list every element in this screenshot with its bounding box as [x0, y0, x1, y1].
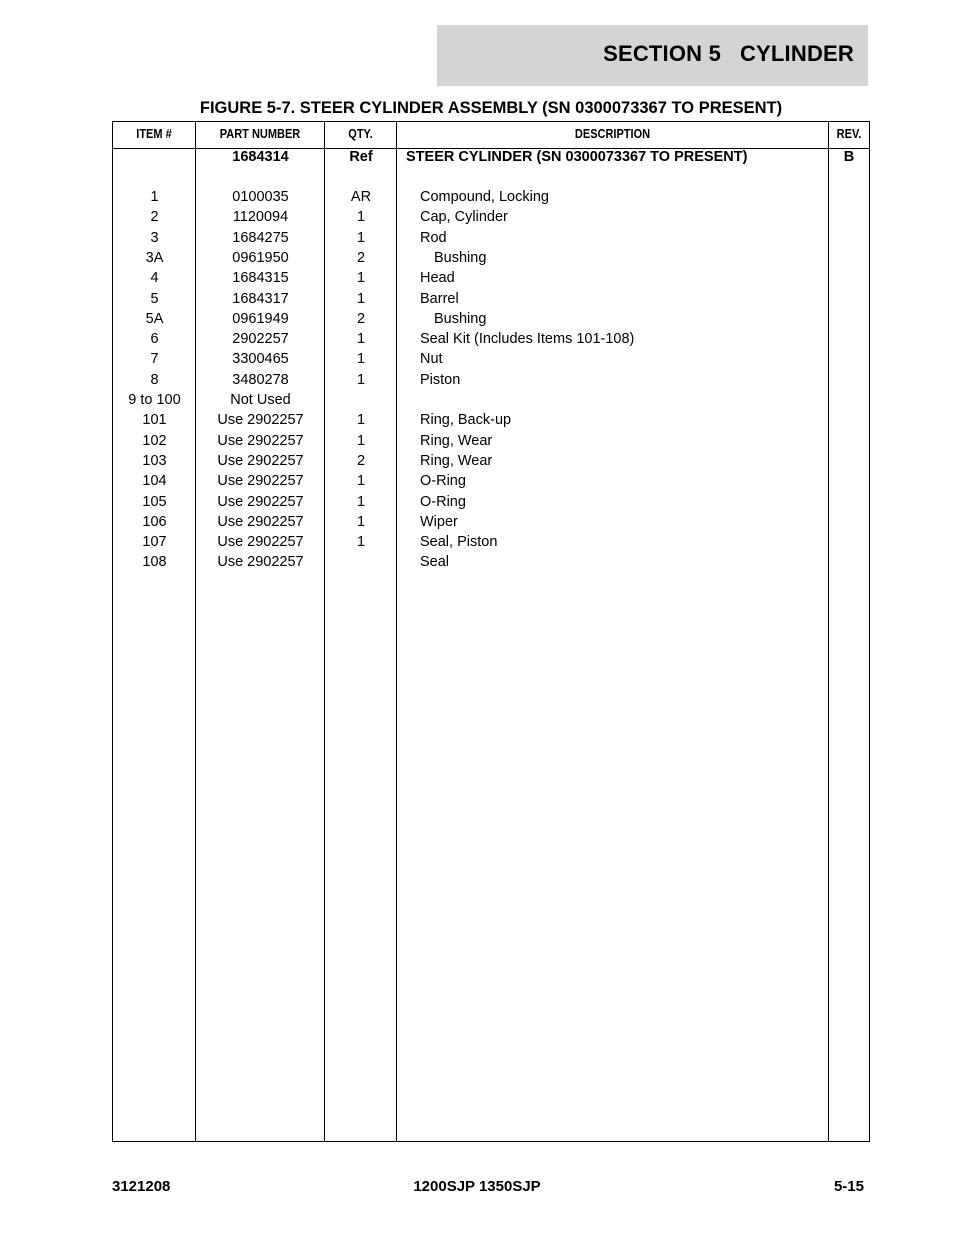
table-row [113, 188, 869, 208]
item-cell: 5 [150, 290, 159, 307]
description-cell: O-Ring [420, 493, 466, 510]
parts-table [112, 121, 870, 1142]
qty-cell: 1 [356, 351, 366, 368]
table-row [113, 391, 869, 411]
part-number-cell: Use 2902257 [217, 412, 304, 429]
part-number-cell: 0961950 [232, 249, 289, 266]
description-cell: Seal, Piston [420, 534, 498, 551]
header-qty: QTY. [348, 127, 373, 141]
qty-cell: 1 [356, 473, 366, 490]
table-row [113, 310, 869, 330]
table-row [113, 452, 869, 472]
qty-cell: 1 [356, 534, 366, 551]
item-cell: 105 [142, 493, 167, 510]
part-number-cell: Use 2902257 [217, 493, 304, 510]
table-row [113, 553, 869, 573]
description-cell: STEER CYLINDER (SN 0300073367 TO PRESENT) [406, 149, 748, 165]
part-number-cell: 3300465 [232, 351, 289, 368]
description-cell: Piston [420, 371, 461, 388]
part-number-cell: 3480278 [232, 371, 289, 388]
description-cell: Cap, Cylinder [420, 209, 508, 226]
description-cell: Compound, Locking [420, 189, 549, 205]
footer-model: 1200SJP 1350SJP [413, 1178, 541, 1195]
header-rev: REV. [836, 127, 862, 141]
part-number-cell: Use 2902257 [217, 554, 304, 571]
part-number-cell: Not Used [230, 392, 291, 408]
qty-cell: 1 [356, 229, 366, 246]
section-banner [437, 25, 868, 86]
item-cell: 101 [142, 412, 167, 429]
item-cell: 106 [142, 513, 167, 530]
description-cell: O-Ring [420, 473, 466, 490]
item-cell: 5A [145, 310, 164, 327]
qty-cell: 2 [356, 310, 366, 327]
part-number-cell: 1120094 [232, 209, 289, 226]
qty-cell: 1 [356, 493, 366, 510]
rev-cell: B [843, 149, 855, 165]
qty-cell: 2 [356, 452, 366, 469]
part-number-cell: Use 2902257 [217, 432, 304, 449]
description-cell: Seal [420, 554, 450, 571]
part-number-cell: Use 2902257 [217, 473, 304, 490]
item-cell: 1 [150, 189, 159, 205]
description-cell: Barrel [420, 290, 459, 307]
section-title: SECTION 5 CYLINDER [603, 41, 854, 66]
item-cell: 107 [142, 534, 167, 551]
description-cell: Rod [420, 229, 447, 246]
item-cell: 2 [150, 209, 159, 226]
qty-cell: 2 [356, 249, 366, 266]
table-row [113, 350, 869, 370]
table-row [113, 148, 869, 168]
description-cell: Ring, Wear [420, 432, 493, 449]
description-cell: Head [420, 270, 455, 287]
qty-cell: AR [350, 189, 372, 205]
table-row [113, 330, 869, 350]
table-row [113, 229, 869, 249]
table-row [113, 290, 869, 310]
table-row [113, 472, 869, 492]
description-cell: Bushing [434, 310, 487, 327]
item-cell: 103 [142, 452, 167, 469]
footer-doc-number: 3121208 [112, 1178, 171, 1195]
table-row [113, 208, 869, 228]
item-cell: 3A [145, 249, 164, 266]
footer-page-number: 5-15 [833, 1178, 864, 1195]
table-row [113, 493, 869, 513]
qty-cell: 1 [356, 371, 366, 388]
qty-cell: 1 [356, 270, 366, 287]
table-row [113, 513, 869, 533]
part-number-cell: Use 2902257 [217, 513, 304, 530]
qty-cell: Ref [349, 149, 373, 165]
part-number-cell: Use 2902257 [217, 534, 304, 551]
qty-cell: 1 [356, 412, 366, 429]
item-cell: 9 to 100 [128, 392, 181, 408]
qty-cell: 1 [356, 209, 366, 226]
part-number-cell: 1684317 [232, 290, 289, 307]
qty-cell: 1 [356, 290, 366, 307]
qty-cell: 1 [356, 331, 366, 348]
description-cell: Bushing [434, 249, 487, 266]
item-cell: 104 [142, 473, 167, 490]
figure-title: FIGURE 5-7. STEER CYLINDER ASSEMBLY (SN 0300073367 TO PRESENT) [199, 99, 783, 117]
qty-cell: 1 [356, 513, 366, 530]
qty-cell: 1 [356, 432, 366, 449]
item-cell: 108 [142, 554, 167, 571]
part-number-cell: 1684275 [232, 229, 289, 246]
table-row [113, 249, 869, 269]
part-number-cell: 2902257 [232, 331, 289, 348]
header-item: ITEM # [136, 127, 172, 141]
table-row [113, 533, 869, 553]
description-cell: Ring, Back-up [420, 412, 512, 429]
item-cell: 102 [142, 432, 167, 449]
description-cell: Wiper [420, 513, 458, 530]
table-row [113, 411, 869, 431]
header-description: DESCRIPTION [574, 127, 651, 141]
description-cell: Nut [420, 351, 443, 368]
part-number-cell: 1684315 [232, 270, 289, 287]
item-cell: 7 [150, 351, 159, 368]
header-part-number: PART NUMBER [219, 127, 301, 141]
part-number-cell: 0100035 [232, 189, 289, 205]
table-row [113, 269, 869, 289]
part-number-cell: 0961949 [232, 310, 289, 327]
part-number-cell: Use 2902257 [217, 452, 304, 469]
table-row [113, 432, 869, 452]
item-cell: 8 [150, 371, 159, 388]
item-cell: 6 [150, 331, 159, 348]
table-row [113, 371, 869, 391]
description-cell: Seal Kit (Includes Items 101-108) [420, 331, 635, 348]
description-cell: Ring, Wear [420, 452, 493, 469]
item-cell: 4 [150, 270, 159, 287]
item-cell: 3 [150, 229, 159, 246]
part-number-cell: 1684314 [232, 149, 289, 165]
